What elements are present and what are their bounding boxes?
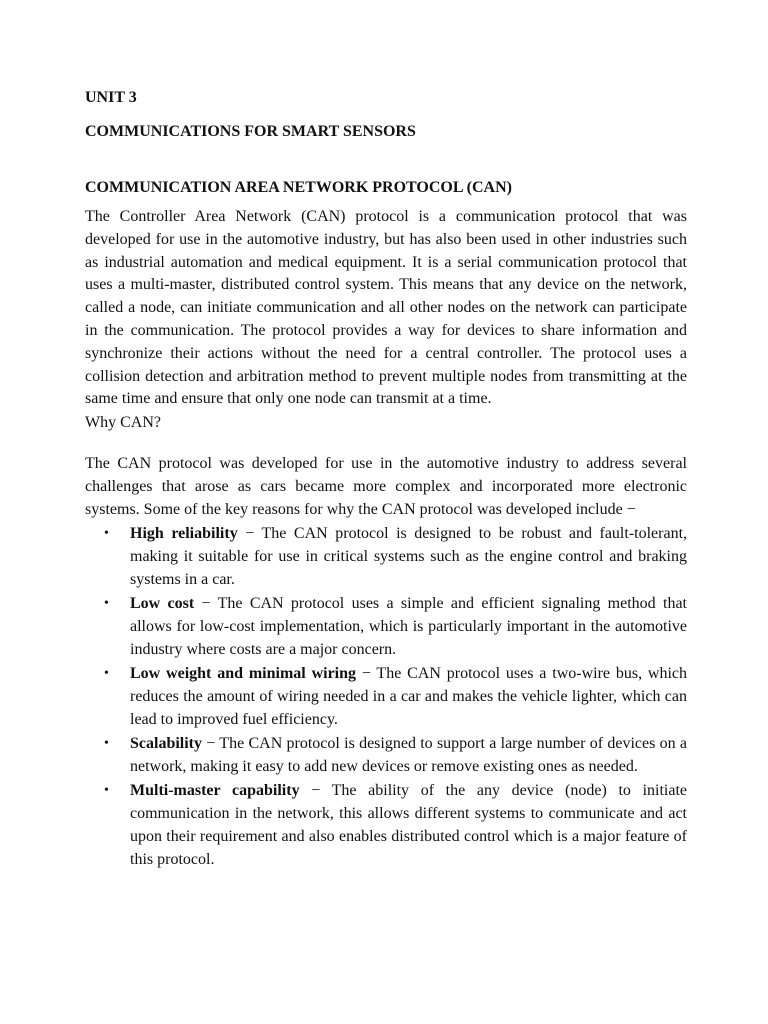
list-item (85, 779, 687, 871)
bullet-icon: • (104, 782, 109, 798)
unit-title: UNIT 3 (85, 89, 137, 106)
list-item (85, 522, 687, 591)
section-title: COMMUNICATION AREA NETWORK PROTOCOL (CAN) (85, 179, 512, 196)
reason-term: Multi-master capability (130, 781, 300, 799)
why-can-paragraph: The CAN protocol was developed for use in the automotive industry to address several challenges that arose as cars became more complex and incorporated more electronic systems. Some of the key reasons for why the CAN protocol was developed include − (85, 455, 687, 518)
bullet-icon: • (104, 525, 109, 541)
list-item (85, 592, 687, 661)
bullet-icon: • (104, 595, 109, 611)
reason-text: − The CAN protocol is designed to support a large number of devices on a network, making it easy to add new devices or remove existing ones as needed. (130, 734, 687, 775)
intro-paragraph: The Controller Area Network (CAN) protocol is a communication protocol that was developed for use in the automotive industry, but has also been used in other industries such as industrial automation and medical equipment. It is a serial communication protocol that uses a multi-master, distributed control system. This means that any device on the network, called a node, can initiate communication and all other nodes on the network can participate in the communication. The protocol provides a way for devices to share information and synchronize their actions without the need for a central controller. The protocol uses a collision detection and arbitration method to prevent multiple nodes from transmitting at the same time and ensure that only one node can transmit at a time. (85, 208, 687, 408)
reason-term: Low weight and minimal wiring (130, 664, 357, 682)
reason-term: Low cost (130, 594, 195, 612)
reason-term: Scalability (130, 734, 203, 752)
chapter-title: COMMUNICATIONS FOR SMART SENSORS (85, 123, 416, 140)
reason-term: High reliability (130, 524, 238, 542)
bullet-icon: • (104, 665, 109, 681)
reason-text: − The ability of the any device (node) to initiate communication in the network, this allows different systems to communicate and act upon their requirement and also enables distributed control which is a major feature of this protocol. (130, 781, 688, 868)
why-can-heading: Why CAN? (85, 414, 161, 432)
document-page (85, 86, 687, 872)
reason-text: − The CAN protocol uses a simple and efficient signaling method that allows for low-cost implementation, which is particularly important in the automotive industry where costs are a major concern. (130, 594, 687, 658)
reason-text: − The CAN protocol is designed to be robust and fault-tolerant, making it suitable for use in critical systems such as the engine control and braking systems in a car. (130, 524, 688, 588)
bullet-icon: • (104, 735, 109, 751)
list-item (85, 732, 687, 778)
reason-text: − The CAN protocol uses a two-wire bus, which reduces the amount of wiring needed in a car and makes the vehicle lighter, which can lead to improved fuel efficiency. (130, 664, 688, 728)
reasons-list (85, 522, 687, 871)
list-item (85, 662, 687, 731)
